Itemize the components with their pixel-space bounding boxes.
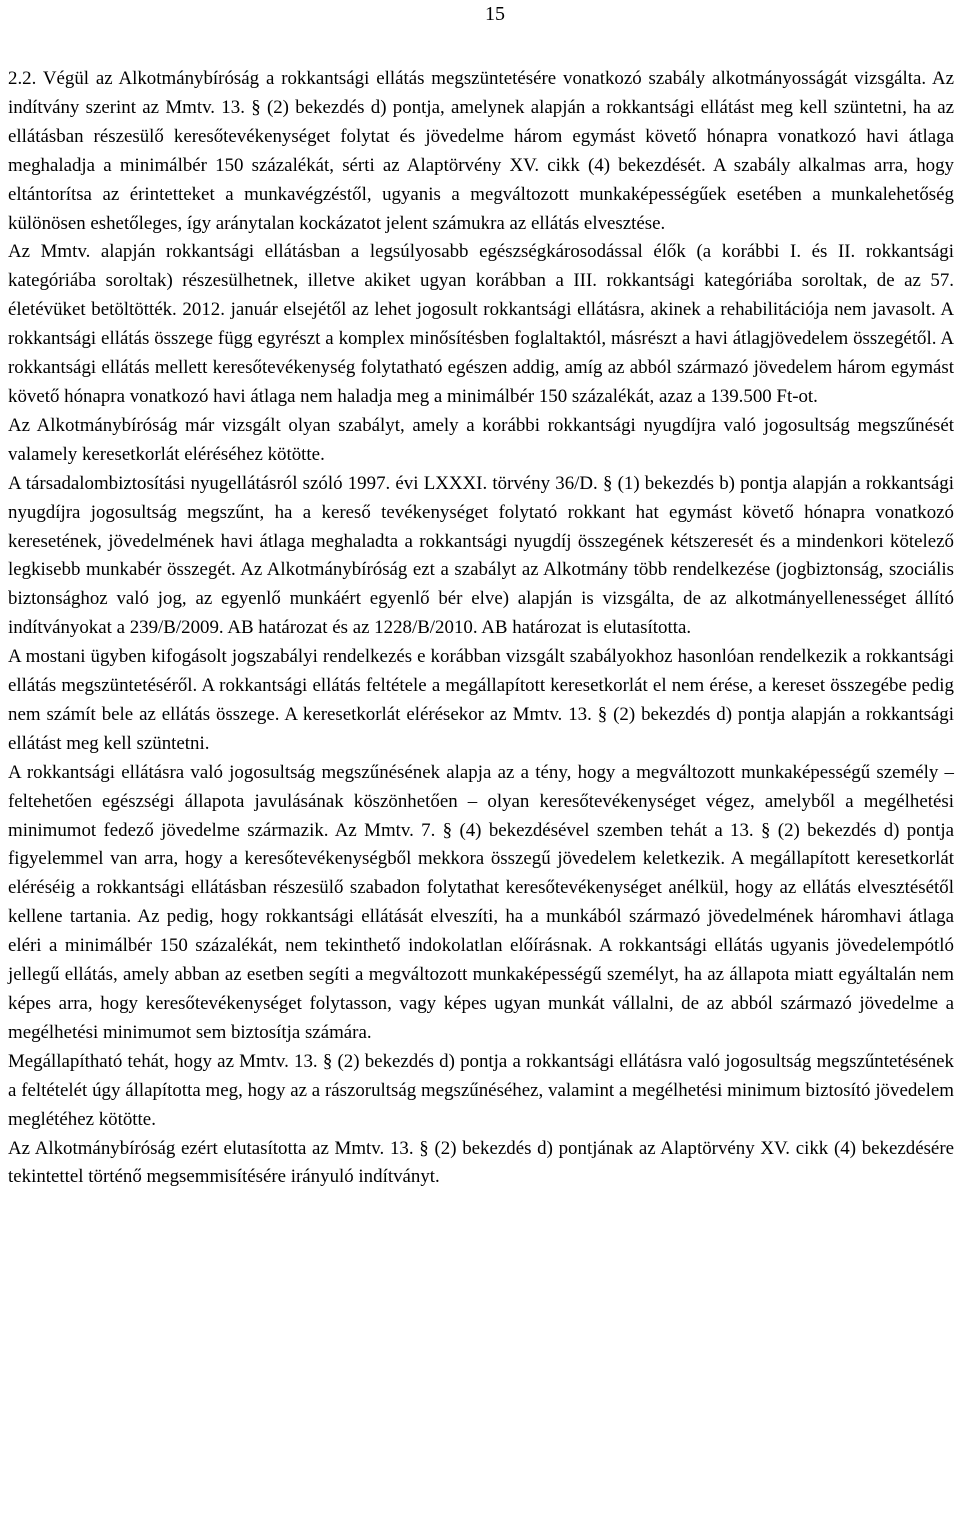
paragraph-1997-law: A társadalombiztosítási nyugellátásról szóló 1997. évi LXXXI. törvény 36/D. § (1) bekezdés b) pontja alapján a rokkantsági nyugdíjra jogosultság megszűnt, ha a kereső tevékenységet folytató rokkant hat egymást követő hónapra vonatkozó keresetének, jövedelmének havi átlaga meghaladta a rokkantsági nyugdíj összegének kétszeresét és a mindenkori kötelező legkisebb munkabér összegét. Az Alkotmánybíróság ezt a szabályt az Alkotmány több rendelkezése (jogbiztonság, szociális biztonsághoz való jog, az egyenlő munkáért egyenlő bér elve) alapján is vizsgálta, de az alkotmányellenességet állító indítványokat a 239/B/2009. AB határozat és az 1228/B/2010. AB határozat is elutasította. [8, 472, 954, 639]
paragraph-current-case: A mostani ügyben kifogásolt jogszabályi rendelkezés e korábban vizsgált szabályokhoz hasonlóan rendelkezik a rokkantsági ellátás megszüntetéséről. A rokkantsági ellátás feltétele a megállapított keresetkorlát el nem érése, a kereset összegébe pedig nem számít bele az ellátás összege. A keresetkorlát elérésekor az Mmtv. 13. § (2) bekezdés d) pontja alapján a rokkantsági ellátást meg kell szüntetni. [8, 646, 954, 754]
paragraph-conclusion: Megállapítható tehát, hogy az Mmtv. 13. § (2) bekezdés d) pontja a rokkantsági ellátásra való jogosultság megszűntetésének a feltételét úgy állapította meg, hogy az a rászorultság megszűnéséhez, valamint a megélhetési minimum biztosító jövedelem meglétéhez kötötte. [8, 1050, 954, 1130]
document-body [8, 65, 954, 1192]
page-number: 15 [485, 3, 505, 25]
paragraph-rejection: Az Alkotmánybíróság ezért elutasította az Mmtv. 13. § (2) bekezdés d) pontjának az Alaptörvény XV. cikk (4) bekezdésére tekintettel történő megsemmisítésére irányuló indítványt. [8, 1137, 954, 1188]
paragraph-mmtv-eligibility: Az Mmtv. alapján rokkantsági ellátásban a legsúlyosabb egészségkárosodással élők (a korábbi I. és II. rokkantsági kategóriába soroltak) részesülhetnek, illetve akiket ugyan korábban a III. rokkantsági kategóriába soroltak, de az 57. életévüket betöltötték. 2012. január elsejétől az lehet jogosult rokkantsági ellátásra, akinek a rehabilitációja nem javasolt. A rokkantsági ellátás összege függ egyrészt a komplex minősítésben foglaltaktól, másrészt a havi átlagjövedelem összegétől. A rokkantsági ellátás mellett keresőtevékenység folytatható egészen addig, amíg az abból származó jövedelem három egymást követő hónapra vonatkozó havi átlaga nem haladja meg a minimálbér 150 százalékát, azaz a 139.500 Ft-ot. [8, 241, 954, 407]
paragraph-constitutional-review: 2.2. Végül az Alkotmánybíróság a rokkantsági ellátás megszüntetésére vonatkozó szabály alkotmányosságát vizsgálta. Az indítvány szerint az Mmtv. 13. § (2) bekezdés d) pontja, amelynek alapján a rokkantsági ellátást meg kell szüntetni, ha az ellátásban részesülő keresőtevékenységet folytat és jövedelme három egymást követő hónapra vonatkozó havi átlaga meghaladja a minimálbér 150 százalékát, sérti az Alaptörvény XV. cikk (4) bekezdését. A szabály alkalmas arra, hogy eltántorítsa az érintetteket a munkavégzéstől, ugyanis a megváltozott munkaképességűek esetében a munkalehetőség különösen eshetőleges, így aránytalan kockázatot jelent számukra az ellátás elvesztése. [8, 68, 954, 234]
paragraph-termination-basis: A rokkantsági ellátásra való jogosultság megszűnésének alapja az a tény, hogy a megváltozott munkaképességű személy – feltehetően egészségi állapota javulásának köszönhetően – olyan keresőtevékenységet végez, amelyből a megélhetési minimumot fedező jövedelme származik. Az Mmtv. 7. § (4) bekezdésével szemben tehát a 13. § (2) bekezdés d) pontja figyelemmel van arra, hogy a keresőtevékenységből mekkora összegű jövedelem keletkezik. A megállapított keresetkorlát eléréséig a rokkantsági ellátásban részesülő szabadon folytathat keresőtevékenységet anélkül, hogy az ellátás elvesztésétől kellene tartania. Az pedig, hogy rokkantsági ellátását elveszíti, ha a munkából származó jövedelmének háromhavi átlaga eléri a minimálbér 150 százalékát, nem tekinthető indokolatlan előírásnak. A rokkantsági ellátás ugyanis jövedelempótló jellegű ellátás, amely abban az esetben segíti a megváltozott munkaképességű személyt, ha az állapota miatt egyáltalán nem képes arra, hogy keresőtevékenységet folytasson, vagy képes ugyan munkát vállalni, de az abból származó jövedelme a megélhetési minimumot sem biztosítja számára. [8, 761, 954, 1043]
paragraph-earlier-review: Az Alkotmánybíróság már vizsgált olyan szabályt, amely a korábbi rokkantsági nyugdíjra való jogosultság megszűnését valamely keresetkorlát eléréséhez kötötte. [8, 414, 954, 465]
